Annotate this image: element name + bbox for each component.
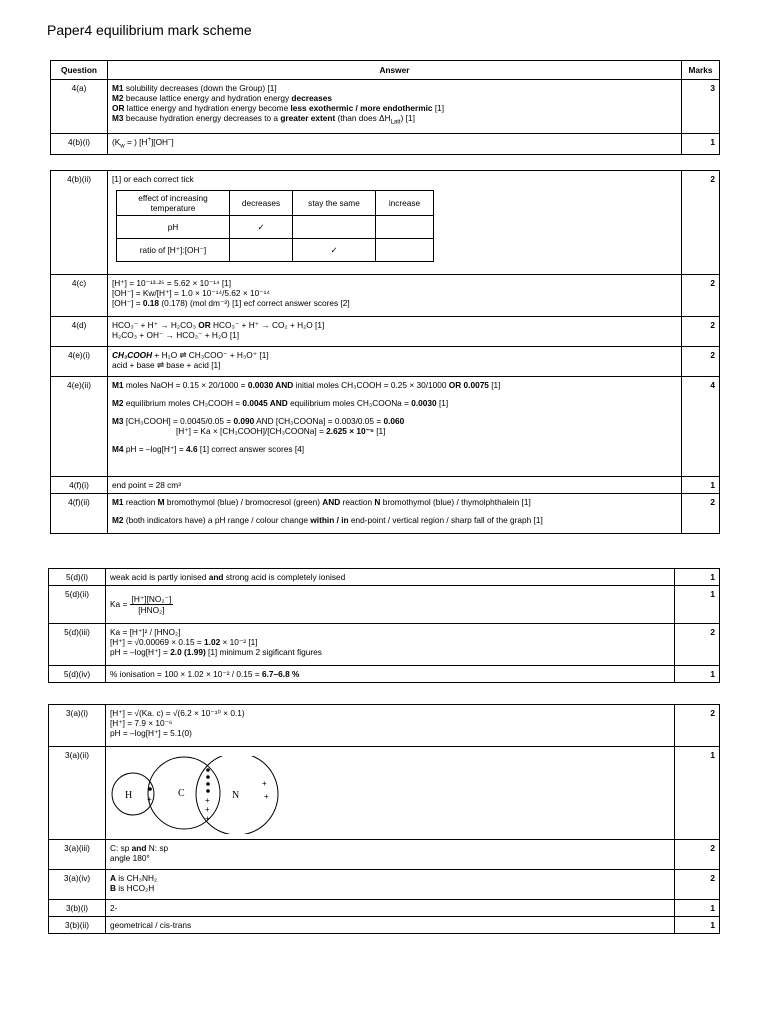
- answer-cell: [H⁺] = √(Ka. c) = √(6.2 × 10⁻¹⁰ × 0.1) [H⁺] = 7.9 × 10⁻⁶ pH = –log[H⁺] = 5.1(0): [106, 705, 675, 747]
- question-number: 3(b)(ii): [49, 917, 106, 934]
- question-number: 4(e)(i): [51, 347, 108, 377]
- marks-value: 2: [675, 705, 720, 747]
- answer-cell: Ka = [H⁺]² / [HNO₂] [H⁺] = √0.00069 × 0.15 = 1.02 × 10⁻² [1] pH = –log[H⁺] = 2.0 (1.99) [1] minimum 2 sigificant figures: [106, 624, 675, 666]
- table-row: [51, 134, 720, 155]
- table-row: [49, 666, 720, 683]
- orbital-overlap-diagram: [110, 756, 285, 834]
- tick-mark: ✓: [230, 216, 293, 239]
- svg-text:+: +: [205, 805, 210, 814]
- svg-text:+: +: [205, 814, 210, 823]
- mark-scheme-table-4: [48, 704, 720, 934]
- answer-cell: end point = 28 cm³: [108, 477, 682, 494]
- answer-cell: geometrical / cis-trans: [106, 917, 675, 934]
- question-number: 4(f)(i): [51, 477, 108, 494]
- answer-cell: weak acid is partly ionised and strong acid is completely ionised: [106, 569, 675, 586]
- table-row: [51, 171, 720, 275]
- mark-scheme-table-3: [48, 568, 720, 683]
- question-number: 3(a)(ii): [49, 747, 106, 840]
- marks-value: 2: [675, 624, 720, 666]
- header-marks: Marks: [682, 61, 720, 80]
- answer-cell: C: sp and N: sp angle 180°: [106, 840, 675, 870]
- table-row: [51, 317, 720, 347]
- table-row: [49, 870, 720, 900]
- table-row: [49, 624, 720, 666]
- svg-text:+: +: [147, 795, 152, 804]
- marks-value: 1: [675, 747, 720, 840]
- table-row: [49, 586, 720, 624]
- atom-label-h: H: [125, 790, 133, 801]
- question-number: 5(d)(i): [49, 569, 106, 586]
- marks-value: 2: [682, 275, 720, 317]
- table-row: [49, 840, 720, 870]
- question-number: 4(d): [51, 317, 108, 347]
- table-row: [49, 917, 720, 934]
- answer-cell: M1 moles NaOH = 0.15 × 20/1000 = 0.0030 AND initial moles CH₃COOH = 0.25 × 30/1000 OR 0.0075 [1] M2 equilibrium moles CH₃COOH = 0.0045 AND equilibrium moles CH₃COONa = 0.0030 [1] M3 [CH₃COOH] = 0.0045/0.05 = 0.090 AND [CH₃COONa] = 0.003/0.05 = 0.060 [H⁺] = Ka × [CH₃COOH]/[CH₃COONa] = 2.625 × 10⁻⁵ [1] M4 pH = –log[H⁺] = 4.6 [1] correct answer scores [4]: [108, 377, 682, 477]
- answer-cell: [1] or each correct tick effect of increasing temperature decreases stay the same increase pH ✓ ratio of [H⁺]:[OH⁻] ✓: [108, 171, 682, 275]
- marks-value: 2: [682, 347, 720, 377]
- marks-value: 1: [682, 477, 720, 494]
- table-row: [51, 80, 720, 134]
- answer-cell: % ionisation = 100 × 1.02 × 10⁻² / 0.15 = 6.7–6.8 %: [106, 666, 675, 683]
- mark-scheme-table-1: [50, 60, 720, 155]
- mark-scheme-table-2: [50, 170, 720, 534]
- question-number: 3(a)(iii): [49, 840, 106, 870]
- svg-text:+: +: [262, 779, 267, 788]
- answer-cell: A is CH₃NH₂ B is HCO₂H: [106, 870, 675, 900]
- answer-cell: ($K_w$ = ) [H+][OH–]: [108, 134, 682, 155]
- question-number: 3(b)(i): [49, 900, 106, 917]
- marks-value: 4: [682, 377, 720, 477]
- marks-value: 1: [675, 569, 720, 586]
- question-number: 5(d)(iv): [49, 666, 106, 683]
- marks-value: 2: [675, 840, 720, 870]
- question-number: 3(a)(i): [49, 705, 106, 747]
- answer-cell: HCO₃⁻ + H⁺ → H₂CO₃ OR HCO₃⁻ + H⁺ → CO₂ + H₂O [1] H₂CO₃ + OH⁻ → HCO₃⁻ + H₂O [1]: [108, 317, 682, 347]
- marks-value: 1: [675, 586, 720, 624]
- header-question: Question: [51, 61, 108, 80]
- marks-value: 1: [675, 666, 720, 683]
- table-row: [51, 275, 720, 317]
- table-row: [51, 494, 720, 534]
- marks-value: 1: [675, 917, 720, 934]
- atom-label-n: N: [232, 790, 240, 801]
- header-row: [51, 61, 720, 80]
- table-row: [49, 747, 720, 840]
- answer-cell: 2-: [106, 900, 675, 917]
- table-row: [51, 347, 720, 377]
- answer-cell: Ka = $\frac{\text{[H⁺][NO₂⁻]}}{\text{[HNO₂]}}$: [106, 586, 675, 624]
- svg-text:+: +: [205, 796, 210, 805]
- question-number: 4(e)(ii): [51, 377, 108, 477]
- answer-cell: M1 reaction M bromothymol (blue) / bromocresol (green) AND reaction N bromothymol (blue) / thymolphthalein [1] M2 (both indicators have) a pH range / colour change within / in end-point / vertical region / sharp fall of the graph [1]: [108, 494, 682, 534]
- table-row: [49, 900, 720, 917]
- question-number: 3(a)(iv): [49, 870, 106, 900]
- marks-value: 1: [682, 134, 720, 155]
- question-number: 4(a): [51, 80, 108, 134]
- marks-value: 2: [682, 494, 720, 534]
- page-title: Paper4 equilibrium mark scheme: [47, 22, 252, 38]
- question-number: 5(d)(ii): [49, 586, 106, 624]
- question-number: 5(d)(iii): [49, 624, 106, 666]
- answer-cell: M1 solubility decreases (down the Group) [1] M2 because lattice energy and hydration energy decreases OR lattice energy and hydration energy become less exothermic / more endothermic [1] M3 because hydration energy decreases to a greater extent (than does $\Delta H_{Latt}$) [1]: [108, 80, 682, 134]
- marks-value: 1: [675, 900, 720, 917]
- answer-cell: CH₃COOH + H₂O ⇌ CH₃COO⁻ + H₃O⁺ [1] acid + base ⇌ base + acid [1]: [108, 347, 682, 377]
- question-number: 4(b)(i): [51, 134, 108, 155]
- tick-mark: ✓: [293, 239, 376, 262]
- svg-text:+: +: [264, 792, 269, 801]
- table-row: [49, 705, 720, 747]
- marks-value: 2: [682, 171, 720, 275]
- atom-label-c: C: [178, 788, 185, 799]
- question-number: 4(c): [51, 275, 108, 317]
- marks-value: 3: [682, 80, 720, 134]
- answer-cell: [H⁺] = 10⁻¹³·²⁵ = 5.62 × 10⁻¹⁴ [1] [OH⁻] = Kw/[H⁺] = 1.0 × 10⁻¹⁴/5.62 × 10⁻¹⁴ [OH⁻] = 0.18 (0.178) (mol dm⁻³) [1] ecf correct answer scores [2]: [108, 275, 682, 317]
- marks-value: 2: [682, 317, 720, 347]
- question-number: 4(f)(ii): [51, 494, 108, 534]
- table-row: [49, 569, 720, 586]
- table-row: [51, 477, 720, 494]
- table-row: [51, 377, 720, 477]
- header-answer: Answer: [108, 61, 682, 80]
- question-number: 4(b)(ii): [51, 171, 108, 275]
- marks-value: 2: [675, 870, 720, 900]
- answer-cell: [106, 747, 675, 840]
- temperature-effect-table: effect of increasing temperature decreases stay the same increase pH ✓ ratio of [H⁺]:[OH⁻] ✓: [116, 190, 434, 262]
